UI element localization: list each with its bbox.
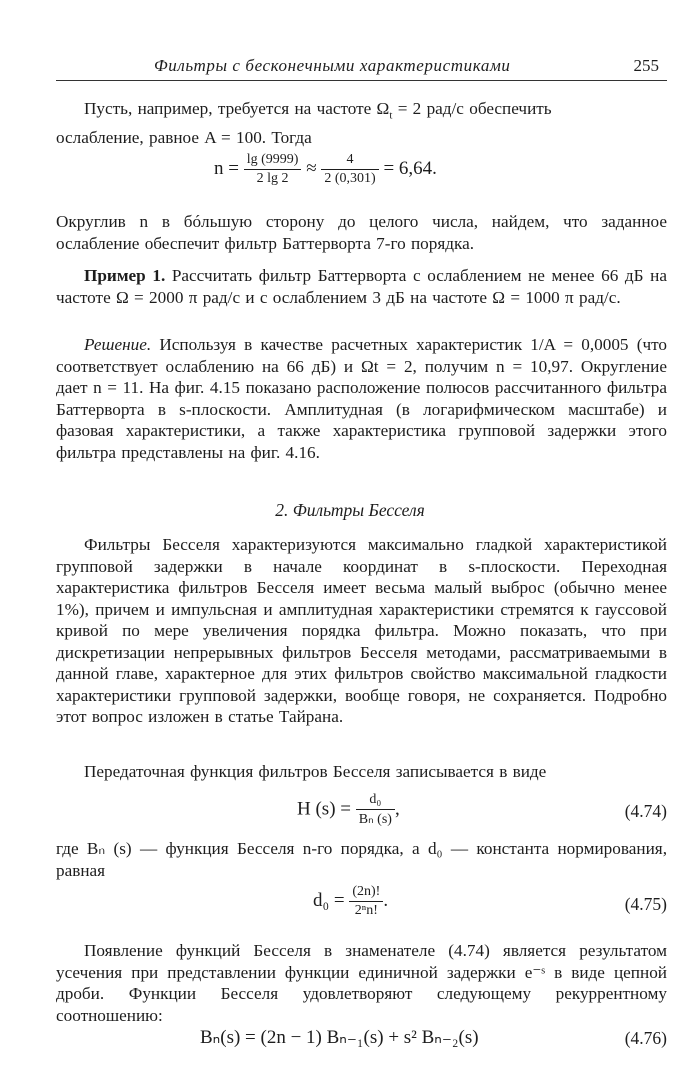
formula-lhs: n =: [214, 157, 239, 179]
fraction-numerator: d₀: [356, 792, 395, 810]
fraction-numeric: [321, 152, 378, 187]
header-rule: [56, 80, 667, 81]
fraction-denominator: 2 lg 2: [256, 171, 289, 186]
solution-label: Решение.: [84, 335, 152, 354]
paragraph-intro: [56, 98, 667, 148]
running-title: Фильтры с бесконечными характеристиками: [154, 56, 511, 75]
omega-subscript: t: [389, 109, 393, 122]
fraction-normalization: [349, 884, 383, 919]
paragraph-rounding: [56, 211, 667, 254]
fraction-denominator: Bₙ (s): [358, 812, 392, 827]
paragraph-solution: [56, 334, 667, 463]
intro-text-a: Пусть, например, требуется на частоте Ω: [84, 99, 390, 118]
fraction-numerator: (2n)!: [349, 884, 383, 902]
fraction-numerator: 4: [321, 152, 378, 170]
equation-tail: ,: [394, 798, 400, 820]
equation-4-76: Bₙ(s) = (2n − 1) Bₙ₋₁(s) + s² Bₙ₋₂(s): [200, 1027, 479, 1048]
paragraph-bessel: [56, 534, 667, 728]
appearance-text: Появление функций Бесселя в знаменателе (4.74) является результатом усечения при представлении функции единичной задержки e⁻ˢ в виде цепной дроби. Функции Бесселя удовлетворяют следующему рекуррентному соотношению:: [56, 941, 667, 1025]
fraction-lg: [244, 152, 302, 187]
equation-number-4-75: (4.75): [624, 894, 667, 914]
transfer-text: Передаточная функция фильтров Бесселя записывается в виде: [84, 762, 547, 781]
equation-lhs: H (s) =: [297, 798, 351, 820]
equation-4-75: [313, 884, 388, 919]
fraction-denominator: 2ⁿn!: [354, 903, 378, 918]
formula-result: = 6,64.: [383, 157, 437, 179]
formula-order: [214, 152, 437, 187]
equation-tail: .: [383, 889, 389, 911]
bessel-text: Фильтры Бесселя характеризуются максимально гладкой характеристикой групповой задержки в начале координат в s-плоскости. Переходная характеристика фильтров Бесселя имеет весьма малый выброс (обычно менее 1%), причем и импульсная и амплитудная характеристики стремятся к гауссовой кривой по мере увеличения порядка фильтра. Можно показать, что при дискретизации непрерывных фильтров Бесселя методами, рассматриваемыми в данной главе, характерное для этих фильтров свойство максимальной гладкости характеристики групповой задержки, вообще говоря, не сохраняется. Подробно этот вопрос изложен в статье Тайрана.: [56, 535, 667, 726]
approx-sign: ≈: [306, 157, 317, 179]
paragraph-where: [56, 838, 667, 881]
paragraph-transfer: [56, 761, 667, 783]
intro-text-b: = 2 рад/с обеспечить: [392, 99, 552, 118]
page-number: 255: [633, 56, 659, 75]
section-heading: 2. Фильтры Бесселя: [275, 500, 425, 520]
example-text: Рассчитать фильтр Баттерворта с ослаблением не менее 66 дБ на частоте Ω = 2000 π рад/с и с ослаблением 3 дБ на частоте Ω = 1000 π рад/с.: [56, 266, 667, 307]
example-label: Пример 1.: [84, 266, 166, 285]
equation-number-4-76: (4.76): [624, 1028, 667, 1048]
running-head: [0, 56, 700, 80]
fraction-numerator: lg (9999): [244, 152, 302, 170]
rounding-text: Округлив n в бóльшую сторону до целого числа, найдем, что заданное ослабление обеспечит фильтр Баттерворта 7-го порядка.: [56, 212, 667, 253]
equation-4-74: [297, 792, 400, 828]
solution-text: Используя в качестве расчетных характеристик 1/A = 0,0005 (что соответствует ослаблению на 66 дБ) и Ωt = 2, получим n = 10,97. Округление дает n = 11. На фиг. 4.15 показано расположение полюсов рассчитанного фильтра Баттерворта в s-плоскости. Амплитудная (в логарифмическом масштабе) и фазовая характеристики, а также характеристика групповой задержки этого фильтра представлены на фиг. 4.16.: [56, 335, 667, 462]
paragraph-appearance: [56, 940, 667, 1026]
fraction-denominator: 2 (0,301): [324, 171, 376, 186]
paragraph-example: [56, 265, 667, 308]
intro-text-c: ослабление, равное A = 100. Тогда: [56, 127, 312, 147]
equation-number-4-74: (4.74): [624, 801, 667, 821]
fraction-transfer: [356, 792, 395, 828]
equation-lhs: d₀ =: [313, 889, 345, 911]
where-text: где Bₙ (s) — функция Бесселя n-го порядка, а d₀ — константа нормирования, равная: [56, 839, 667, 880]
